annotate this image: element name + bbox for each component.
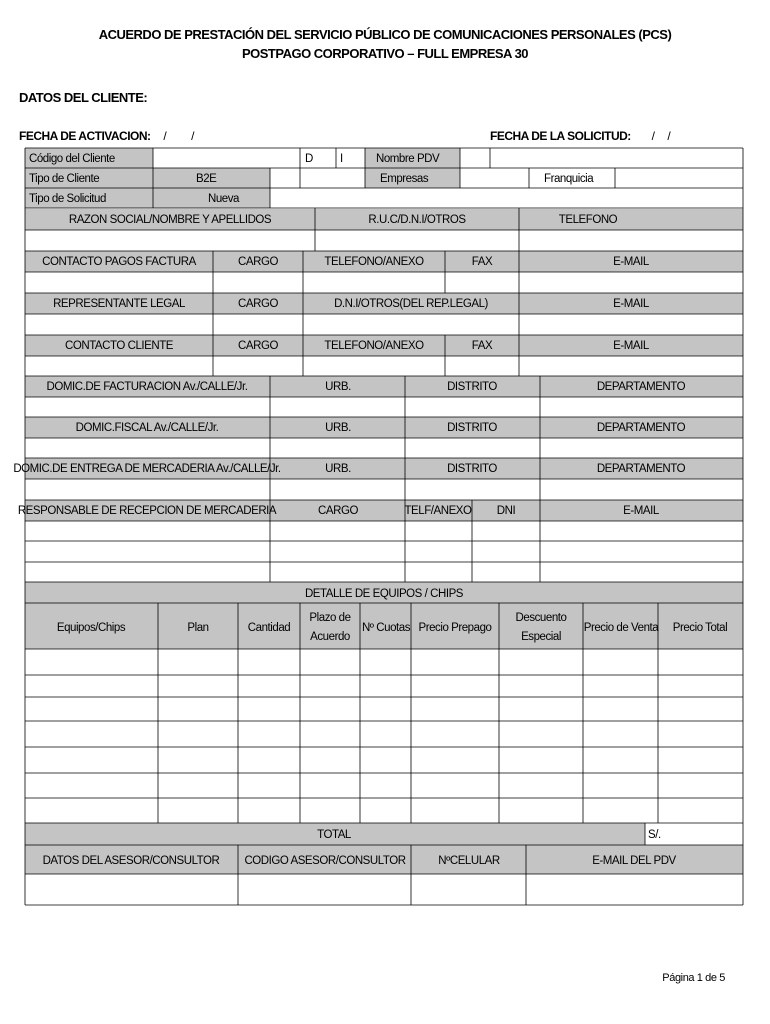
col-plazo-line1: Plazo de	[309, 612, 351, 624]
header-fax-2: FAX	[471, 340, 493, 352]
equipos-section-title: DETALLE DE EQUIPOS / CHIPS	[304, 588, 464, 600]
header-ruc: R.U.C/D.N.I/OTROS	[368, 214, 466, 226]
col-plan: Plan	[187, 622, 209, 634]
header-telefono-anexo-1: TELEFONO/ANEXO	[324, 256, 424, 268]
header-domic-fiscal: DOMIC.FISCAL Av./CALLE/Jr.	[75, 422, 219, 434]
fecha-activacion-slash-1: /	[163, 129, 167, 143]
header-departamento-3: DEPARTAMENTO	[596, 463, 686, 475]
i-label: I	[340, 153, 343, 165]
header-email-3: E-MAIL	[613, 340, 649, 352]
header-telf-anexo: TELF/ANEXO	[404, 505, 472, 517]
header-distrito-3: DISTRITO	[447, 463, 497, 475]
col-equipos-chips: Equipos/Chips	[56, 622, 126, 634]
col-precio-total: Precio Total	[672, 622, 728, 634]
header-dni: DNI	[496, 505, 516, 517]
fecha-solicitud-slash-2: /	[667, 129, 671, 143]
header-departamento-2: DEPARTAMENTO	[596, 422, 686, 434]
header-dni-rep: D.N.I/OTROS(DEL REP.LEGAL)	[334, 298, 488, 310]
header-email-pdv: E-MAIL DEL PDV	[592, 855, 676, 867]
header-distrito-1: DISTRITO	[447, 381, 497, 393]
header-telefono: TELEFONO	[558, 214, 618, 226]
franquicia-label: Franquicia	[544, 173, 594, 185]
tipo-cliente-label: Tipo de Cliente	[29, 173, 100, 185]
header-cargo-4: CARGO	[318, 505, 358, 517]
fecha-solicitud-label: FECHA DE LA SOLICITUD:	[490, 129, 631, 143]
header-urb-1: URB.	[325, 381, 351, 393]
fecha-activacion-slash-2: /	[191, 129, 194, 143]
tipo-solicitud-value: Nueva	[208, 193, 239, 205]
document-title-line2: POSTPAGO CORPORATIVO – FULL EMPRESA 30	[241, 46, 529, 61]
col-precio-venta: Precio de Venta	[583, 622, 659, 634]
section-title: DATOS DEL CLIENTE:	[19, 90, 148, 105]
tipo-cliente-value: B2E	[196, 173, 217, 185]
header-telefono-anexo-2: TELEFONO/ANEXO	[324, 340, 424, 352]
header-cargo-1: CARGO	[238, 256, 278, 268]
document-title-line1: ACUERDO DE PRESTACIÓN DEL SERVICIO PÚBLICO DE COMUNICACIONES PERSONALES (PCS)	[98, 27, 672, 42]
header-distrito-2: DISTRITO	[447, 422, 497, 434]
col-cantidad: Cantidad	[247, 622, 291, 634]
fecha-solicitud-slash-1: /	[651, 129, 655, 143]
header-email-2: E-MAIL	[613, 298, 649, 310]
empresas-label: Empresas	[380, 173, 429, 185]
tipo-solicitud-label: Tipo de Solicitud	[29, 193, 106, 205]
header-cargo-2: CARGO	[238, 298, 278, 310]
page-number: Página 1 de 5	[662, 972, 725, 984]
d-label: D	[305, 153, 313, 165]
header-cargo-3: CARGO	[238, 340, 278, 352]
header-urb-2: URB.	[325, 422, 351, 434]
col-plazo-line2: Acuerdo	[310, 631, 350, 643]
nombre-pdv-label: Nombre PDV	[376, 153, 440, 165]
header-domic-facturacion: DOMIC.DE FACTURACION Av./CALLE/Jr.	[46, 381, 248, 393]
col-descuento-line2: Especial	[521, 631, 561, 643]
fecha-activacion-label: FECHA DE ACTIVACION:	[19, 129, 151, 143]
total-currency: S/.	[648, 829, 661, 841]
header-representante: REPRESENTANTE LEGAL	[53, 298, 185, 310]
header-contacto-cliente: CONTACTO CLIENTE	[64, 340, 174, 352]
header-razon-social: RAZON SOCIAL/NOMBRE Y APELLIDOS	[68, 214, 272, 226]
header-email-4: E-MAIL	[623, 505, 659, 517]
header-email-1: E-MAIL	[613, 256, 649, 268]
header-fax-1: FAX	[471, 256, 493, 268]
header-contacto-pagos: CONTACTO PAGOS FACTURA	[42, 256, 196, 268]
header-responsable: RESPONSABLE DE RECEPCION DE MERCADERIA	[17, 505, 277, 517]
total-label: TOTAL	[317, 829, 351, 841]
codigo-cliente-label: Código del Cliente	[29, 153, 115, 165]
header-domic-entrega: DOMIC.DE ENTREGA DE MERCADERIA Av./CALLE/Jr.	[13, 463, 281, 475]
header-departamento-1: DEPARTAMENTO	[596, 381, 686, 393]
col-descuento-line1: Descuento	[515, 612, 567, 624]
header-urb-3: URB.	[325, 463, 351, 475]
header-codigo-asesor: CODIGO ASESOR/CONSULTOR	[244, 855, 406, 867]
header-datos-asesor: DATOS DEL ASESOR/CONSULTOR	[42, 855, 220, 867]
col-precio-prepago: Precio Prepago	[418, 622, 492, 634]
header-celular: NºCELULAR	[438, 855, 500, 867]
col-cuotas: Nº Cuotas	[361, 622, 411, 634]
